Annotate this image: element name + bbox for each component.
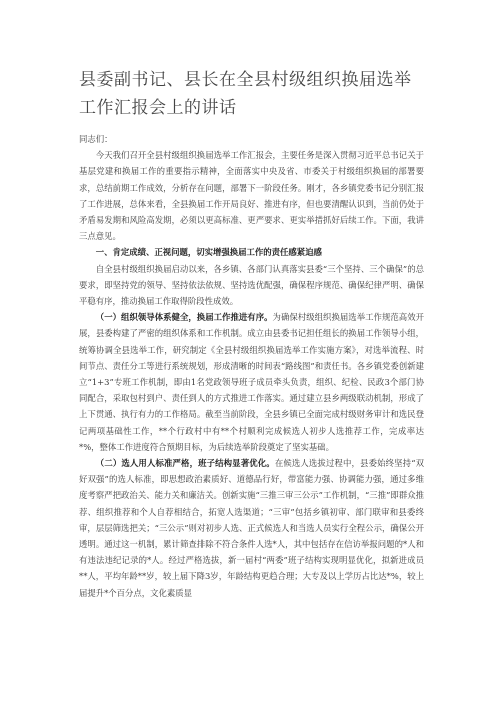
document-title: 县委副书记、县长在全县村级组织换届选举工作汇报会上的讲话 bbox=[79, 70, 412, 118]
paragraph-subsection-1 bbox=[79, 309, 424, 455]
paragraph-overview: 自全县村级组织换届启动以来，各乡镇、各部门认真落实县委“三个坚持、三个确保”的总要求，即坚持党的领导、坚持依法依规、坚持选优配强，确保程序规范、确保纪律严明、确保平稳有序，推动换届工作取得阶段性成效。 bbox=[79, 263, 424, 307]
subsection-2-lead: （二）选人用人标准严格，班子结构显著优化。 bbox=[95, 458, 275, 469]
section-heading-1: 一、肯定成绩、正视问题，切实增强换届工作的责任感紧迫感 bbox=[95, 247, 322, 258]
paragraph-intro: 今天我们召开全县村级组织换届选举工作汇报会，主要任务是深入贯彻习近平总书记关于基层党建和换届工作的重要指示精神，全面落实中央及省、市委关于村级组织换届的部署要求，总结前期工作成效，分析存在问题，部署下一阶段任务。刚才，各乡镇党委书记分别汇报了工作进展，总体来看，全县换届工作开局良好、推进有序，但也要清醒认识到，当前仍处于矛盾易发期和风险高发期，必须以更高标准、更严要求、更实举措抓好后续工作。下面，我讲三点意见。 bbox=[79, 150, 424, 242]
salutation: 同志们： bbox=[79, 134, 113, 144]
subsection-1-lead: （一）组织领导体系健全，换届工作推进有序。 bbox=[95, 312, 273, 323]
paragraph-subsection-2 bbox=[79, 455, 424, 601]
subsection-2-text: 在候选人选拔过程中，县委始终坚持“双好双强”的选人标准，即思想政治素质好、道德品行好，带富能力强、协调能力强，通过多维度考察严把政治关、能力关和廉洁关。创新实施“三推三审三公示”工作机制，“三推”即群众推荐、组织推荐和个人自荐相结合，拓宽人选渠道；“三审”包括乡镇初审、部门联审和县委终审，层层筛选把关；“三公示”则对初步人选、正式候选人和当选人员实行全程公示，确保公开透明。通过这一机制，累计筛查排除不符合条件人选*人，其中包括存在信访举报问题的*人和有违法违纪记录的*人。经过严格选拔，新一届村“两委”班子结构实现明显优化，拟新进成员**人，平均年龄**岁，较上届下降3岁，年龄结构更趋合理；大专及以上学历占比达*%，较上届提升*个百分点，文化素质显 bbox=[79, 458, 425, 598]
document-body bbox=[79, 131, 424, 601]
subsection-1-text: 为确保村级组织换届选举工作规范高效开展，县委构建了严密的组织体系和工作机制。成立由县委书记担任组长的换届工作领导小组，统筹协调全县选举工作，研究制定《全县村级组织换届选举工作实施方案》，对选举流程、时间节点、责任分工等进行系统规划，形成清晰的时间表“路线图”和责任书。各乡镇党委创新建立“1+3”专班工作机制，即由1名党政领导班子成员牵头负责，组织、纪检、民政3个部门协同配合，采取包村到户、责任到人的方式推进工作落实。通过建立县乡两级联动机制，形成了上下贯通、执行有力的工作格局。截至当前阶段，全县乡镇已全面完成村级财务审计和选民登记两项基础性工作，**个行政村中有**个村顺利完成候选人初步人选推荐工作，完成率达*%，整体工作进度符合预期目标，为后续选举阶段奠定了坚实基础。 bbox=[79, 312, 425, 452]
